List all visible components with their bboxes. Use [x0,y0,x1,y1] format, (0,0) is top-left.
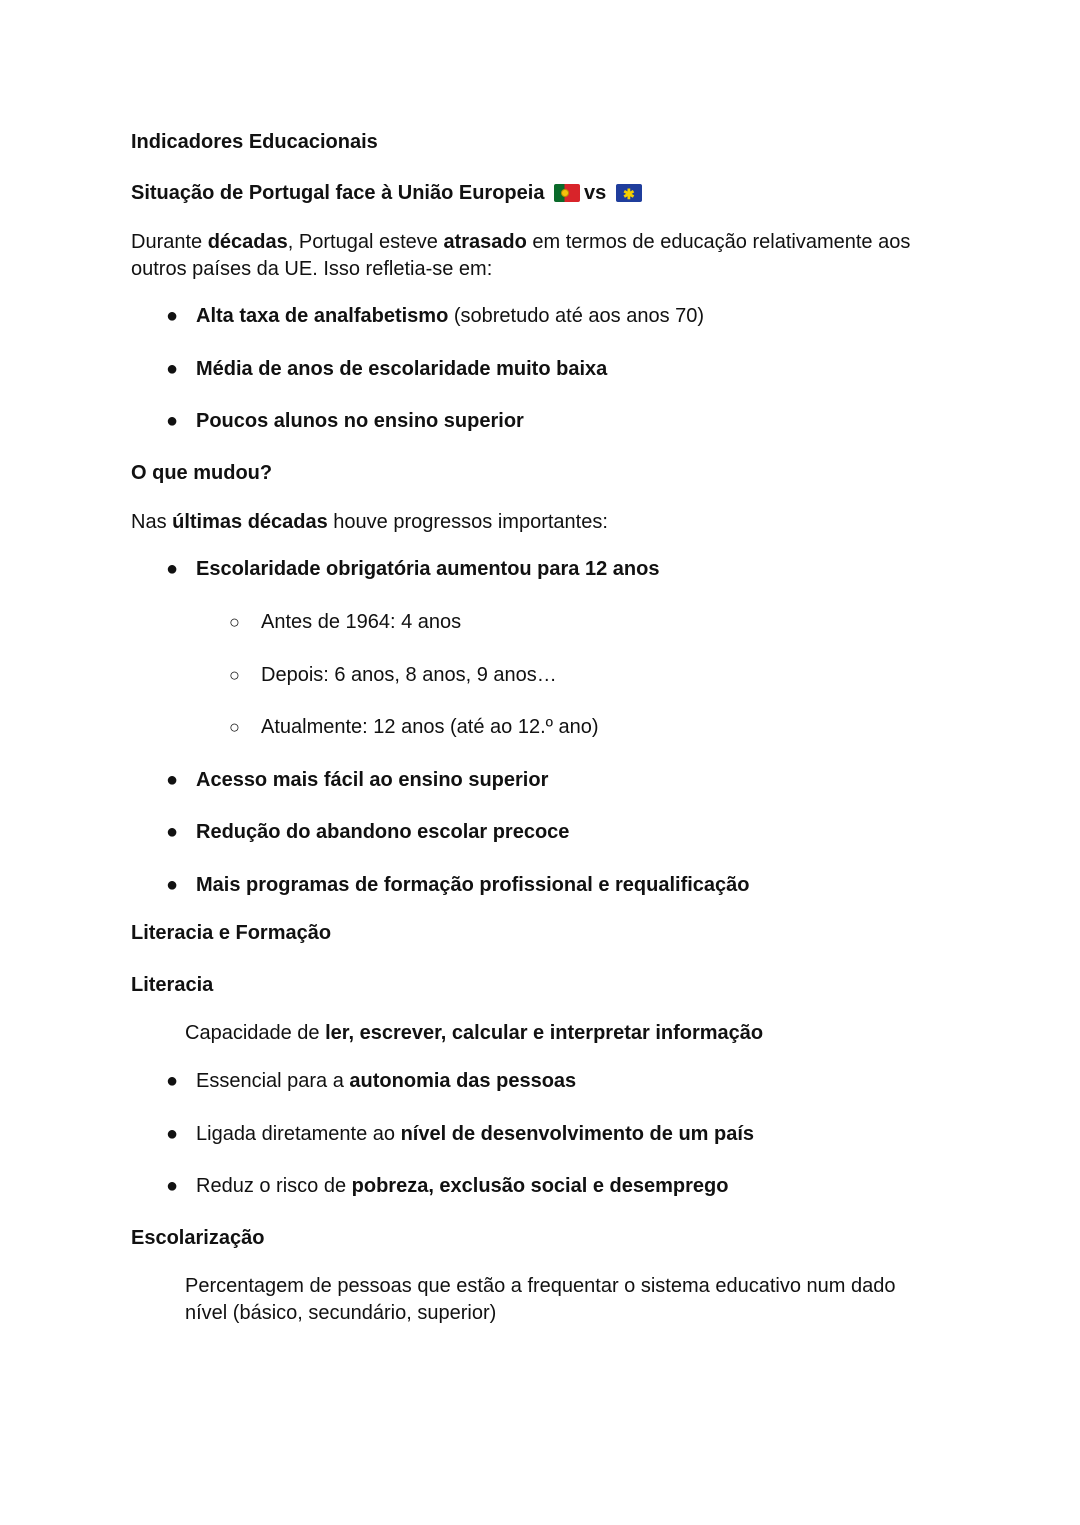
bullet-glyph: ● [166,821,179,843]
portugal-flag-icon [554,184,580,202]
bullet-glyph: ● [166,358,179,380]
bullet-glyph: ● [166,769,179,791]
text-run-bold: atrasado [443,231,527,253]
list-item-text [196,1121,754,1148]
changes-paragraph [131,509,608,536]
text-run-bold: autonomia das pessoas [349,1070,577,1092]
sub-list-item-text: Antes de 1964: 4 anos [261,611,462,633]
list-item-text: Mais programas de formação profissional e requalificação [196,874,750,896]
text-run-bold: nível de desenvolvimento de um país [400,1123,755,1145]
intro-paragraph-line-1 [131,229,910,256]
text-run: (sobretudo até aos anos 70) [448,305,705,327]
text-run: Capacidade de [185,1022,326,1044]
list-item-text [196,1068,576,1095]
intro-paragraph-line-2: outros países da UE. Isso refletia-se em: [131,258,493,280]
section-heading-literacy-training: Literacia e Formação [131,922,332,944]
sub-list-item-text: Depois: 6 anos, 8 anos, 9 anos… [261,664,557,686]
eu-flag-icon [616,184,642,202]
page-title: Indicadores Educacionais [131,131,378,153]
text-run-bold: Alta taxa de analfabetismo [196,305,449,327]
vs-text: vs [584,182,607,204]
schooling-definition-line-1: Percentagem de pessoas que estão a frequentar o sistema educativo num dado [185,1275,896,1297]
subheading-schooling: Escolarização [131,1227,265,1249]
text-run: houve progressos importantes: [327,511,608,533]
list-item-text [196,1173,728,1200]
subheading-literacy: Literacia [131,974,214,996]
schooling-definition-line-2: nível (básico, secundário, superior) [185,1302,497,1324]
list-item-text: Escolaridade obrigatória aumentou para 12 anos [196,558,660,580]
text-run-bold: últimas décadas [172,511,328,533]
sub-bullet-glyph: ○ [229,612,240,632]
section-heading-portugal-eu [131,180,646,207]
text-run: , Portugal esteve [287,231,444,253]
text-run: em termos de educação relativamente aos [526,231,911,253]
text-run-bold: Poucos alunos no ensino superior [196,410,524,432]
text-run: Nas [131,511,173,533]
text-run-bold: décadas [207,231,288,253]
list-item-text [196,356,607,383]
list-item-text [196,303,704,330]
bullet-glyph: ● [166,1070,179,1092]
heading-text: Situação de Portugal face à União Europeia [131,182,545,204]
sub-bullet-glyph: ○ [229,717,240,737]
text-run: Reduz o risco de [196,1175,352,1197]
list-item-text: Acesso mais fácil ao ensino superior [196,769,549,791]
bullet-glyph: ● [166,558,179,580]
bullet-glyph: ● [166,305,179,327]
bullet-glyph: ● [166,874,179,896]
text-run-bold: Média de anos de escolaridade muito baixa [196,358,608,380]
list-item-text: Redução do abandono escolar precoce [196,821,570,843]
list-item-text [196,408,524,435]
text-run: Durante [131,231,208,253]
text-run: Ligada diretamente ao [196,1123,401,1145]
bullet-glyph: ● [166,410,179,432]
literacy-definition [185,1020,763,1047]
bullet-glyph: ● [166,1123,179,1145]
text-run: Essencial para a [196,1070,350,1092]
section-heading-what-changed: O que mudou? [131,462,273,484]
bullet-glyph: ● [166,1175,179,1197]
text-run-bold: pobreza, exclusão social e desemprego [351,1175,729,1197]
sub-bullet-glyph: ○ [229,665,240,685]
text-run-bold: ler, escrever, calcular e interpretar informação [325,1022,764,1044]
sub-list-item-text: Atualmente: 12 anos (até ao 12.º ano) [261,716,599,738]
